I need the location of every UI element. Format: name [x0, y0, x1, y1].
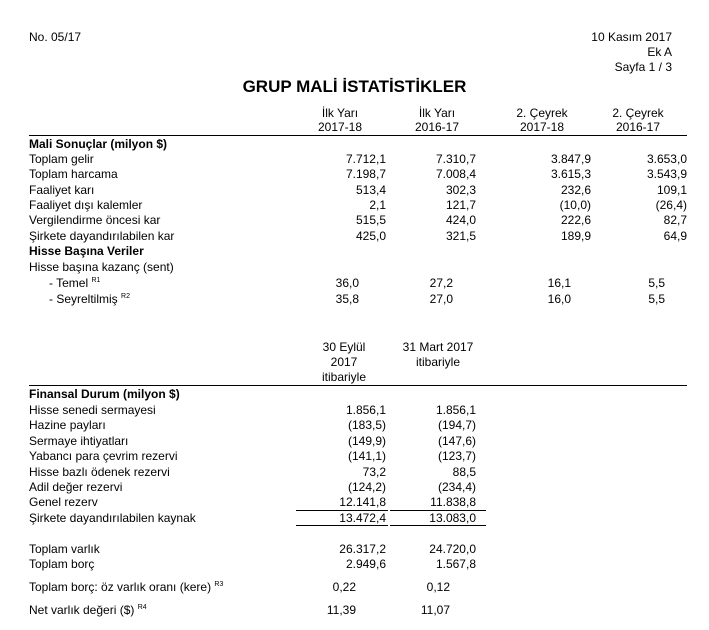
- table1-divider: [29, 135, 687, 136]
- eps-row-value: 5,5: [648, 276, 665, 290]
- financial-row-value: 232,6: [560, 182, 591, 197]
- position-row-label: Hisse bazlı ödenek rezervi: [29, 464, 170, 479]
- financial-row-value: 515,5: [355, 213, 386, 228]
- financial-row-value: 2,1: [369, 197, 386, 212]
- annex-label: Ek A: [647, 45, 672, 59]
- col2-header-1: 30 Eylül 2017 itibariyle: [321, 340, 366, 384]
- position-row-label: Yabancı para çevrim rezervi: [29, 449, 178, 464]
- net-asset-value-2: 11,07: [420, 603, 450, 617]
- financial-row-value: 109,1: [656, 182, 687, 197]
- financial-row-value: 3.543,9: [646, 167, 687, 182]
- total-line-1: [296, 525, 388, 526]
- position-row-value: 13.083,0: [429, 510, 476, 525]
- position-row-value: 13.472,4: [339, 510, 386, 525]
- financial-row-label: Vergilendirme öncesi kar: [29, 213, 161, 228]
- eps-row-value: 36,0: [335, 276, 359, 290]
- position-row-value: (123,7): [437, 449, 476, 464]
- position-row-value: 1.856,1: [345, 403, 386, 417]
- total-assets-value-2: 24.720,0: [429, 542, 476, 556]
- net-asset-value-label: Net varlık değeri ($) $^{R4}$: [29, 603, 147, 617]
- financial-row-value: 7.008,4: [435, 167, 476, 182]
- table2-divider: [29, 385, 687, 386]
- page-title: GRUP MALİ İSTATİSTİKLER: [242, 77, 467, 96]
- financial-row-value: (10,0): [559, 197, 591, 212]
- financial-row-label: Toplam gelir: [29, 152, 94, 166]
- eps-row-value: 16,1: [547, 276, 571, 290]
- total-debt-label: Toplam borç: [29, 557, 95, 571]
- eps-row-label: - Seyreltilmiş $^{R2}$: [49, 292, 130, 306]
- total-debt-value-1: 2.949,6: [345, 557, 386, 571]
- financial-row-value: 7.310,7: [435, 152, 476, 166]
- debt-equity-ratio-label: Toplam borç: öz varlık oranı (kere) $^{R3}$: [29, 580, 224, 594]
- position-row-label: Şirkete dayandırılabilen kaynak: [29, 510, 196, 525]
- financial-row-label: Toplam harcama: [29, 167, 118, 182]
- total-line-2: [390, 525, 486, 526]
- financial-row-value: 513,4: [355, 182, 386, 197]
- financial-row-value: 3.847,9: [550, 152, 591, 166]
- debt-equity-ratio-value-2: 0,12: [426, 580, 450, 594]
- position-row-value: (194,7): [437, 418, 476, 433]
- eps-row-value: 27,0: [429, 292, 453, 306]
- col-header-1: İlk Yarı 2017-18: [317, 106, 363, 134]
- position-row-value: (234,4): [437, 480, 476, 494]
- eps-row-value: 27,2: [429, 276, 453, 290]
- financial-row-value: (26,4): [655, 197, 687, 212]
- eps-label: Hisse başına kazanç (sent): [29, 260, 174, 274]
- position-row-value: 11.838,8: [430, 495, 476, 510]
- col-header-3: 2. Çeyrek 2017-18: [516, 106, 568, 134]
- financial-row-value: 321,5: [445, 228, 476, 243]
- col-header-2: İlk Yarı 2016-17: [414, 106, 460, 134]
- debt-equity-ratio-value-1: 0,22: [332, 580, 356, 594]
- financial-row-value: 189,9: [560, 228, 591, 243]
- position-row-value: 88,5: [452, 464, 476, 479]
- position-row-value: (183,5): [347, 418, 386, 433]
- eps-row-label: - Temel $^{R1}$: [49, 276, 101, 290]
- col-header-4: 2. Çeyrek 2016-17: [612, 106, 664, 134]
- position-row-value: (147,6): [437, 433, 476, 448]
- eps-row-value: 35,8: [335, 292, 359, 306]
- financial-row-value: 302,3: [445, 182, 476, 197]
- financial-row-value: 425,0: [355, 228, 386, 243]
- financial-row-value: 121,7: [445, 197, 476, 212]
- col2-header-2: 31 Mart 2017 itibariyle: [402, 340, 474, 369]
- financial-row-value: 424,0: [445, 213, 476, 228]
- position-row-label: Genel rezerv: [29, 495, 98, 510]
- position-row-value: (149,9): [347, 433, 386, 448]
- position-row-value: (124,2): [347, 480, 386, 494]
- position-row-value: 1.856,1: [435, 403, 476, 417]
- financial-row-value: 7.712,1: [345, 152, 386, 166]
- page-indicator: Sayfa 1 / 3: [614, 60, 672, 74]
- eps-row-value: 16,0: [547, 292, 571, 306]
- document-date: 10 Kasım 2017: [591, 30, 672, 44]
- section-financial-position: Finansal Durum (milyon $): [29, 387, 180, 401]
- total-debt-value-2: 1.567,8: [435, 557, 476, 571]
- financial-row-value: 222,6: [560, 213, 591, 228]
- position-row-value: (141,1): [347, 449, 386, 464]
- net-asset-value-1: 11,39: [326, 603, 356, 617]
- financial-row-value: 3.653,0: [646, 152, 687, 166]
- eps-row-value: 5,5: [648, 292, 665, 306]
- total-assets-label: Toplam varlık: [29, 542, 100, 556]
- position-row-label: Hisse senedi sermayesi: [29, 403, 156, 417]
- position-row-value: 73,2: [362, 464, 386, 479]
- document-number: No. 05/17: [29, 30, 82, 44]
- financial-row-value: 7.198,7: [345, 167, 386, 182]
- position-row-value: 12.141,8: [339, 495, 386, 510]
- subtotal-line-2: [390, 510, 486, 511]
- financial-row-label: Faaliyet karı: [29, 182, 95, 197]
- section-per-share: Hisse Başına Veriler: [29, 244, 144, 258]
- section-financial-results: Mali Sonuçlar (milyon $): [29, 137, 168, 151]
- financial-row-value: 82,7: [663, 213, 687, 228]
- financial-row-label: Şirkete dayandırılabilen kar: [29, 228, 175, 243]
- subtotal-line-1: [296, 510, 388, 511]
- position-row-label: Sermaye ihtiyatları: [29, 433, 129, 448]
- position-row-label: Hazine payları: [29, 418, 106, 433]
- position-row-label: Adil değer rezervi: [29, 480, 123, 494]
- financial-row-label: Faaliyet dışı kalemler: [29, 197, 143, 212]
- financial-row-value: 64,9: [663, 228, 687, 243]
- total-assets-value-1: 26.317,2: [339, 542, 386, 556]
- financial-row-value: 3.615,3: [550, 167, 591, 182]
